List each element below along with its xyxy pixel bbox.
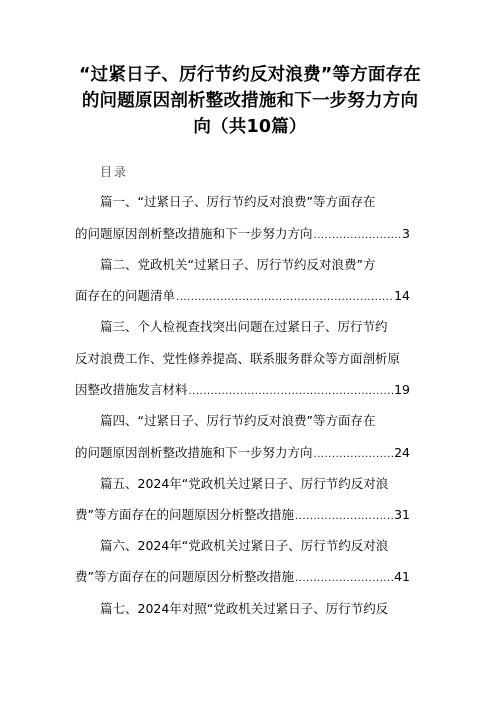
toc-leader-dots [295,509,393,525]
toc-heading: 目录 [100,165,129,179]
toc-entry-4-text-end: 的问题原因剖析整改措施和下一步努力方向 [75,445,313,460]
toc-entry-3-text-end: 因整改措施发言材料 [75,382,188,397]
title-line-1: “过紧日子、厉行节约反对浪费”等方面存在 [78,65,421,85]
toc-leader-dots [176,290,393,306]
toc-entry-5-line-1[interactable] [100,476,388,492]
toc-entry-5-text: 篇五、2024年“党政机关过紧日子、厉行节约反对浪 [100,476,389,491]
toc-entry-1-text: 篇一、“过紧日子、厉行节约反对浪费”等方面存在 [100,194,376,209]
toc-entry-6-line-2[interactable] [75,569,410,587]
toc-entry-4-text: 篇四、“过紧日子、厉行节约反对浪费”等方面存在 [100,413,376,428]
toc-entry-5-text-end: 费”等方面存在的问题原因分析整改措施 [75,507,294,522]
toc-entry-6-text: 篇六、2024年“党政机关过紧日子、厉行节约反对浪 [100,538,389,553]
toc-entry-2-text-end: 面存在的问题清单 [75,288,176,303]
toc-entry-1-line-2[interactable] [75,226,410,244]
toc-entry-3-page: 19 [394,382,410,397]
toc-entry-5-page: 31 [394,507,410,522]
toc-entry-3-text-2: 反对浪费工作、党性修养提高、联系服务群众等方面剖析原 [75,351,401,366]
toc-leader-dots [189,384,394,400]
toc-entry-1-text-end: 的问题原因剖析整改措施和下一步努力方向 [75,226,313,241]
toc-entry-5-line-2[interactable] [75,507,410,525]
toc-leader-dots [314,447,394,463]
toc-entry-3-line-1[interactable] [100,319,388,335]
toc-entry-4-page: 24 [394,445,410,460]
title-line-3: 向（共10篇） [193,117,307,137]
toc-entry-2-text: 篇二、党政机关“过紧日子、厉行节约反对浪费”方 [100,257,376,272]
toc-entry-2-page: 14 [394,288,410,303]
toc-entry-2-line-2[interactable] [75,288,410,306]
toc-leader-dots [295,571,393,587]
toc-entry-6-line-1[interactable] [100,538,388,554]
toc-entry-2-line-1[interactable] [100,257,375,273]
toc-entry-4-line-1[interactable] [100,413,375,429]
toc-entry-1-page: 3 [402,226,410,241]
title-line-2: 的问题原因剖析整改措施和下一步努力方向 [81,91,419,111]
toc-entry-6-text-end: 费”等方面存在的问题原因分析整改措施 [75,569,294,584]
toc-entry-6-page: 41 [394,569,410,584]
toc-entry-7-line-1[interactable] [100,601,388,617]
toc-entry-3-line-2[interactable] [75,351,400,367]
toc-entry-3-text: 篇三、个人检视查找突出问题在过紧日子、厉行节约 [100,319,388,334]
toc-entry-7-text: 篇七、2024年对照“党政机关过紧日子、厉行节约反 [100,601,389,616]
toc-entry-3-line-3[interactable] [75,382,410,400]
toc-entry-1-line-1[interactable] [100,194,375,210]
toc-leader-dots [314,228,402,244]
document-title [60,62,440,140]
toc-entry-4-line-2[interactable] [75,445,410,463]
